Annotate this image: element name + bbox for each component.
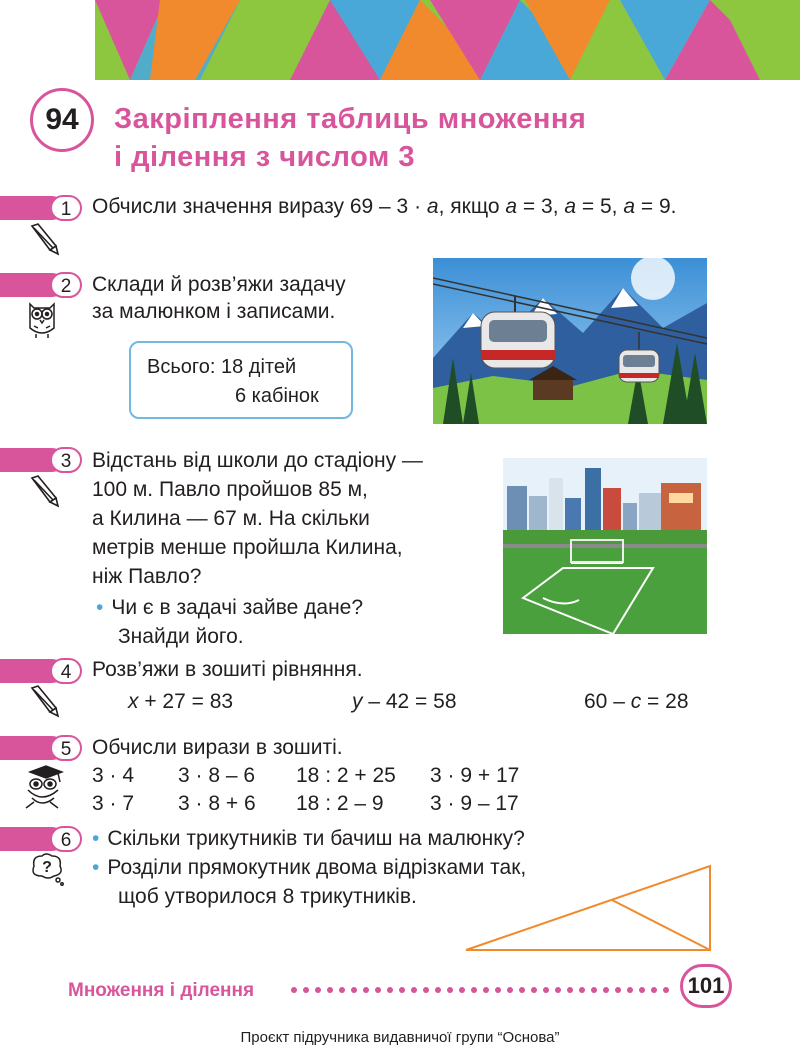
task6-bullet-text: Розділи прямокутник двома відрізками так, [107,856,527,879]
task1-text: Обчисли значення виразу 69 – 3 · a, якщо a = 3, a = 5, a = 9. [92,195,677,218]
equation-3: 60 – c = 28 [584,690,689,713]
task5-text: Обчисли вирази в зошиті. [92,736,343,759]
task3-line: а Килина — 67 м. На скільки [92,507,370,530]
expr: 3 · 8 + 6 [178,792,256,815]
lesson-title-line1: Закріплення таблиць множення [114,103,587,135]
task4-text: Розв’яжи в зошиті рівняння. [92,658,363,681]
task6-bullet: • Розділи прямокутник двома відрізками так, [92,856,527,879]
task3-line: Відстань від школи до стадіону — [92,449,423,472]
page-number: 101 [680,964,732,1008]
task-number: 2 [50,272,82,298]
lesson-number: 94 [30,88,94,152]
task3-bullet: • Чи є в задачі зайве дане? [96,596,364,619]
pencil-icon [26,474,60,508]
task2-info-box [129,341,353,419]
task6-bullet-cont: щоб утворилося 8 трикутників. [118,885,417,908]
task3-bullet-text: Чи є в задачі зайве дане? [111,596,364,619]
task-number: 1 [50,195,82,221]
task-number: 4 [50,658,82,684]
stadium-picture [503,458,707,634]
task3-line: ніж Павло? [92,565,202,588]
task6-bullet-text: Скільки трикутників ти бачиш на малюнку? [107,827,525,850]
publisher-credit: Проєкт підручника видавничої групи “Основа” [240,1029,560,1046]
task-number: 6 [50,826,82,852]
expr: 3 · 8 – 6 [178,764,256,787]
footer-section-title: Множення і ділення [68,980,255,1001]
frog-graduate-icon [20,764,64,812]
pencil-icon [26,684,60,718]
cable-car-picture [433,258,707,424]
task-number: 3 [50,447,82,473]
box-line2: 6 кабінок [235,385,319,407]
lesson-title-line2: і ділення з числом 3 [114,141,416,173]
expr: 18 : 2 + 25 [296,764,396,787]
task6-bullet: • Скільки трикутників ти бачиш на малюнку? [92,827,525,850]
expr: 3 · 4 [92,764,135,787]
owl-icon [24,298,60,342]
box-line1: Всього: 18 дітей [147,356,297,378]
lesson-title [114,100,586,176]
task3-line: 100 м. Павло пройшов 85 м, [92,478,368,501]
expr: 3 · 9 + 17 [430,764,520,787]
svg-text:?: ? [42,859,52,876]
task3-bullet-cont: Знайди його. [118,625,244,648]
equation-2: y – 42 = 58 [352,690,457,713]
task-number: 5 [50,735,82,761]
task3-line: метрів менше пройшла Килина, [92,536,403,559]
expr: 18 : 2 – 9 [296,792,384,815]
footer-dotted-line [290,984,676,996]
question-bubble-icon [28,852,66,886]
task2-line: Склади й розв’яжи задачу [92,273,346,296]
task2-line: за малюнком і записами. [92,300,336,323]
header-banner [0,0,800,80]
pencil-icon [26,222,60,256]
expr: 3 · 7 [92,792,135,815]
equation-1: x + 27 = 83 [128,690,234,713]
triangle-figure [462,862,714,954]
expr: 3 · 9 – 17 [430,792,519,815]
